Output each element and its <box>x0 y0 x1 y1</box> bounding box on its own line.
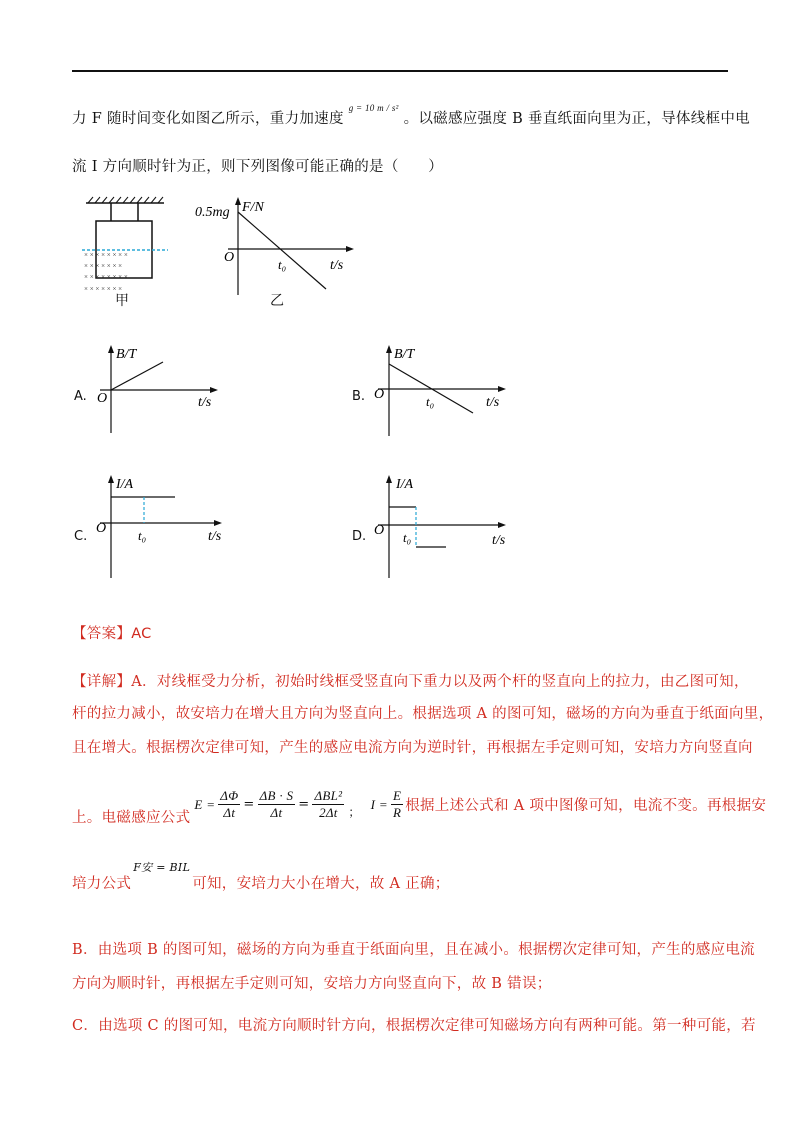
explanation-line-2: 杆的拉力减小，故安培力在增大且方向为竖直向上。根据选项 A 的图可知，磁场的方向为垂直于纸面向里， <box>72 706 774 722</box>
option-a-line <box>111 362 163 390</box>
explanation-line-1: 【详解】A．对线框受力分析，初始时线框受竖直向下重力以及两个杆的竖直向上的拉力，由乙图可知， <box>72 674 749 690</box>
expl-l4-end: 根据上述公式和 A 项中图像可知，电流不变。再根据安 <box>405 798 767 814</box>
option-a-x-label: t/s <box>198 395 212 410</box>
option-d-letter: D. <box>352 529 367 544</box>
option-d-y-label: I/A <box>396 477 414 492</box>
yi-y-label: F/N <box>242 200 264 215</box>
figure-yi-label: 乙 <box>270 293 284 309</box>
option-a-graph <box>90 340 230 435</box>
explanation-line-8: C．由选项 C 的图可知，电流方向顺时针方向，根据楞次定律可知磁场方向有两种可能。第一种可能，若 <box>72 1018 756 1034</box>
question-text-1a: 力 F 随时间变化如图乙所示，重力加速度 <box>72 111 344 127</box>
gravity-formula: g = 10 m / s² <box>348 103 399 113</box>
option-c-letter: C. <box>74 529 88 544</box>
formula-frac-3: $\frac{\text{ΔBL²}}{2\Delta t}$ <box>314 788 343 820</box>
option-a-origin: O <box>97 391 108 406</box>
yi-force-line <box>238 212 326 289</box>
answer-line <box>72 622 152 643</box>
option-c-t0: t₀ <box>138 528 147 543</box>
option-c-x-label: t/s <box>208 529 222 544</box>
expl-l5-start: 培力公式 <box>72 876 132 892</box>
formula-frac-4: $\frac{E}{R}$ <box>392 788 402 820</box>
explanation-line-7: 方向为顺时针，再根据左手定则可知，安培力方向竖直向下，故 B 错误； <box>72 976 552 992</box>
svg-text:× × × × × × ×: × × × × × × × <box>84 285 123 293</box>
option-b-letter: B. <box>352 389 366 404</box>
figure-jia-label: 甲 <box>115 293 129 309</box>
formula-frac-1: $\frac{\Delta\Phi}{\Delta t}$ <box>220 788 239 820</box>
svg-text:× × × × × × ×: × × × × × × × <box>84 262 123 270</box>
yi-y-mark: 0.5mg <box>195 205 230 220</box>
formula-I-label: I = <box>370 796 388 812</box>
header-rule <box>72 70 728 72</box>
option-d-origin: O <box>374 523 385 538</box>
option-c-y-label: I/A <box>116 477 134 492</box>
option-b-graph <box>368 340 518 440</box>
explanation-line-3: 且在增大。根据楞次定律可知，产生的感应电流方向为逆时针，再根据左手定则可知，安培力方向竖直向 <box>72 740 753 756</box>
question-line-2: 流 I 方向顺时针为正，则下列图像可能正确的是（ ） <box>72 159 444 175</box>
option-a-letter: A. <box>74 389 87 404</box>
explanation-line-4: 上。电磁感应公式 E = $\frac{\Delta\Phi}{\Delta t}$ = $\frac{\Delta B \cdot S}{\Delta t}$ = $\frac{\text{ΔBL²}}{2\Delta t}$ ； I = $\frac{E}{R}$ 根据上述公式和 A 项中图像可知，电流不变。再根据安 <box>72 788 767 826</box>
formula-E-label: E = <box>194 796 216 812</box>
yi-x-label: t/s <box>330 258 344 273</box>
answer-value: AC <box>131 626 152 642</box>
option-c-origin: O <box>96 521 107 536</box>
formula-frac-2: $\frac{\Delta B \cdot S}{\Delta t}$ <box>259 788 294 820</box>
yi-origin: O <box>224 250 235 265</box>
question-text-1b: 。以磁感应强度 B 垂直纸面向里为正，导体线框中电 <box>403 111 750 127</box>
option-c-graph <box>90 470 240 580</box>
yi-t0: t₀ <box>278 257 287 272</box>
option-d-graph <box>368 470 518 582</box>
option-a-y-label: B/T <box>116 347 137 362</box>
answer-label: 【答案】 <box>72 626 132 642</box>
explanation-line-6: B．由选项 B 的图可知，磁场的方向为垂直于纸面向里，且在减小。根据楞次定律可知，产生的感应电流 <box>72 942 755 958</box>
svg-text:× × × × × × × ×: × × × × × × × × <box>84 251 128 259</box>
expl-l5-end: 可知，安培力大小在增大，故 A 正确； <box>192 876 450 892</box>
formula-sep: ； <box>348 805 361 819</box>
question-line-1 <box>72 103 750 128</box>
option-b-x-label: t/s <box>486 395 500 410</box>
option-b-origin: O <box>374 387 385 402</box>
explanation-line-5 <box>72 861 450 893</box>
formula-ampere: F安 = BIL <box>133 861 191 874</box>
option-d-t0: t₀ <box>403 530 412 545</box>
svg-text:× × × × × × × ×: × × × × × × × × <box>84 273 128 281</box>
option-d-x-label: t/s <box>492 533 506 548</box>
option-b-t0: t₀ <box>426 394 435 409</box>
option-b-y-label: B/T <box>394 347 415 362</box>
expl-l4-start: 上。电磁感应公式 <box>72 810 191 826</box>
